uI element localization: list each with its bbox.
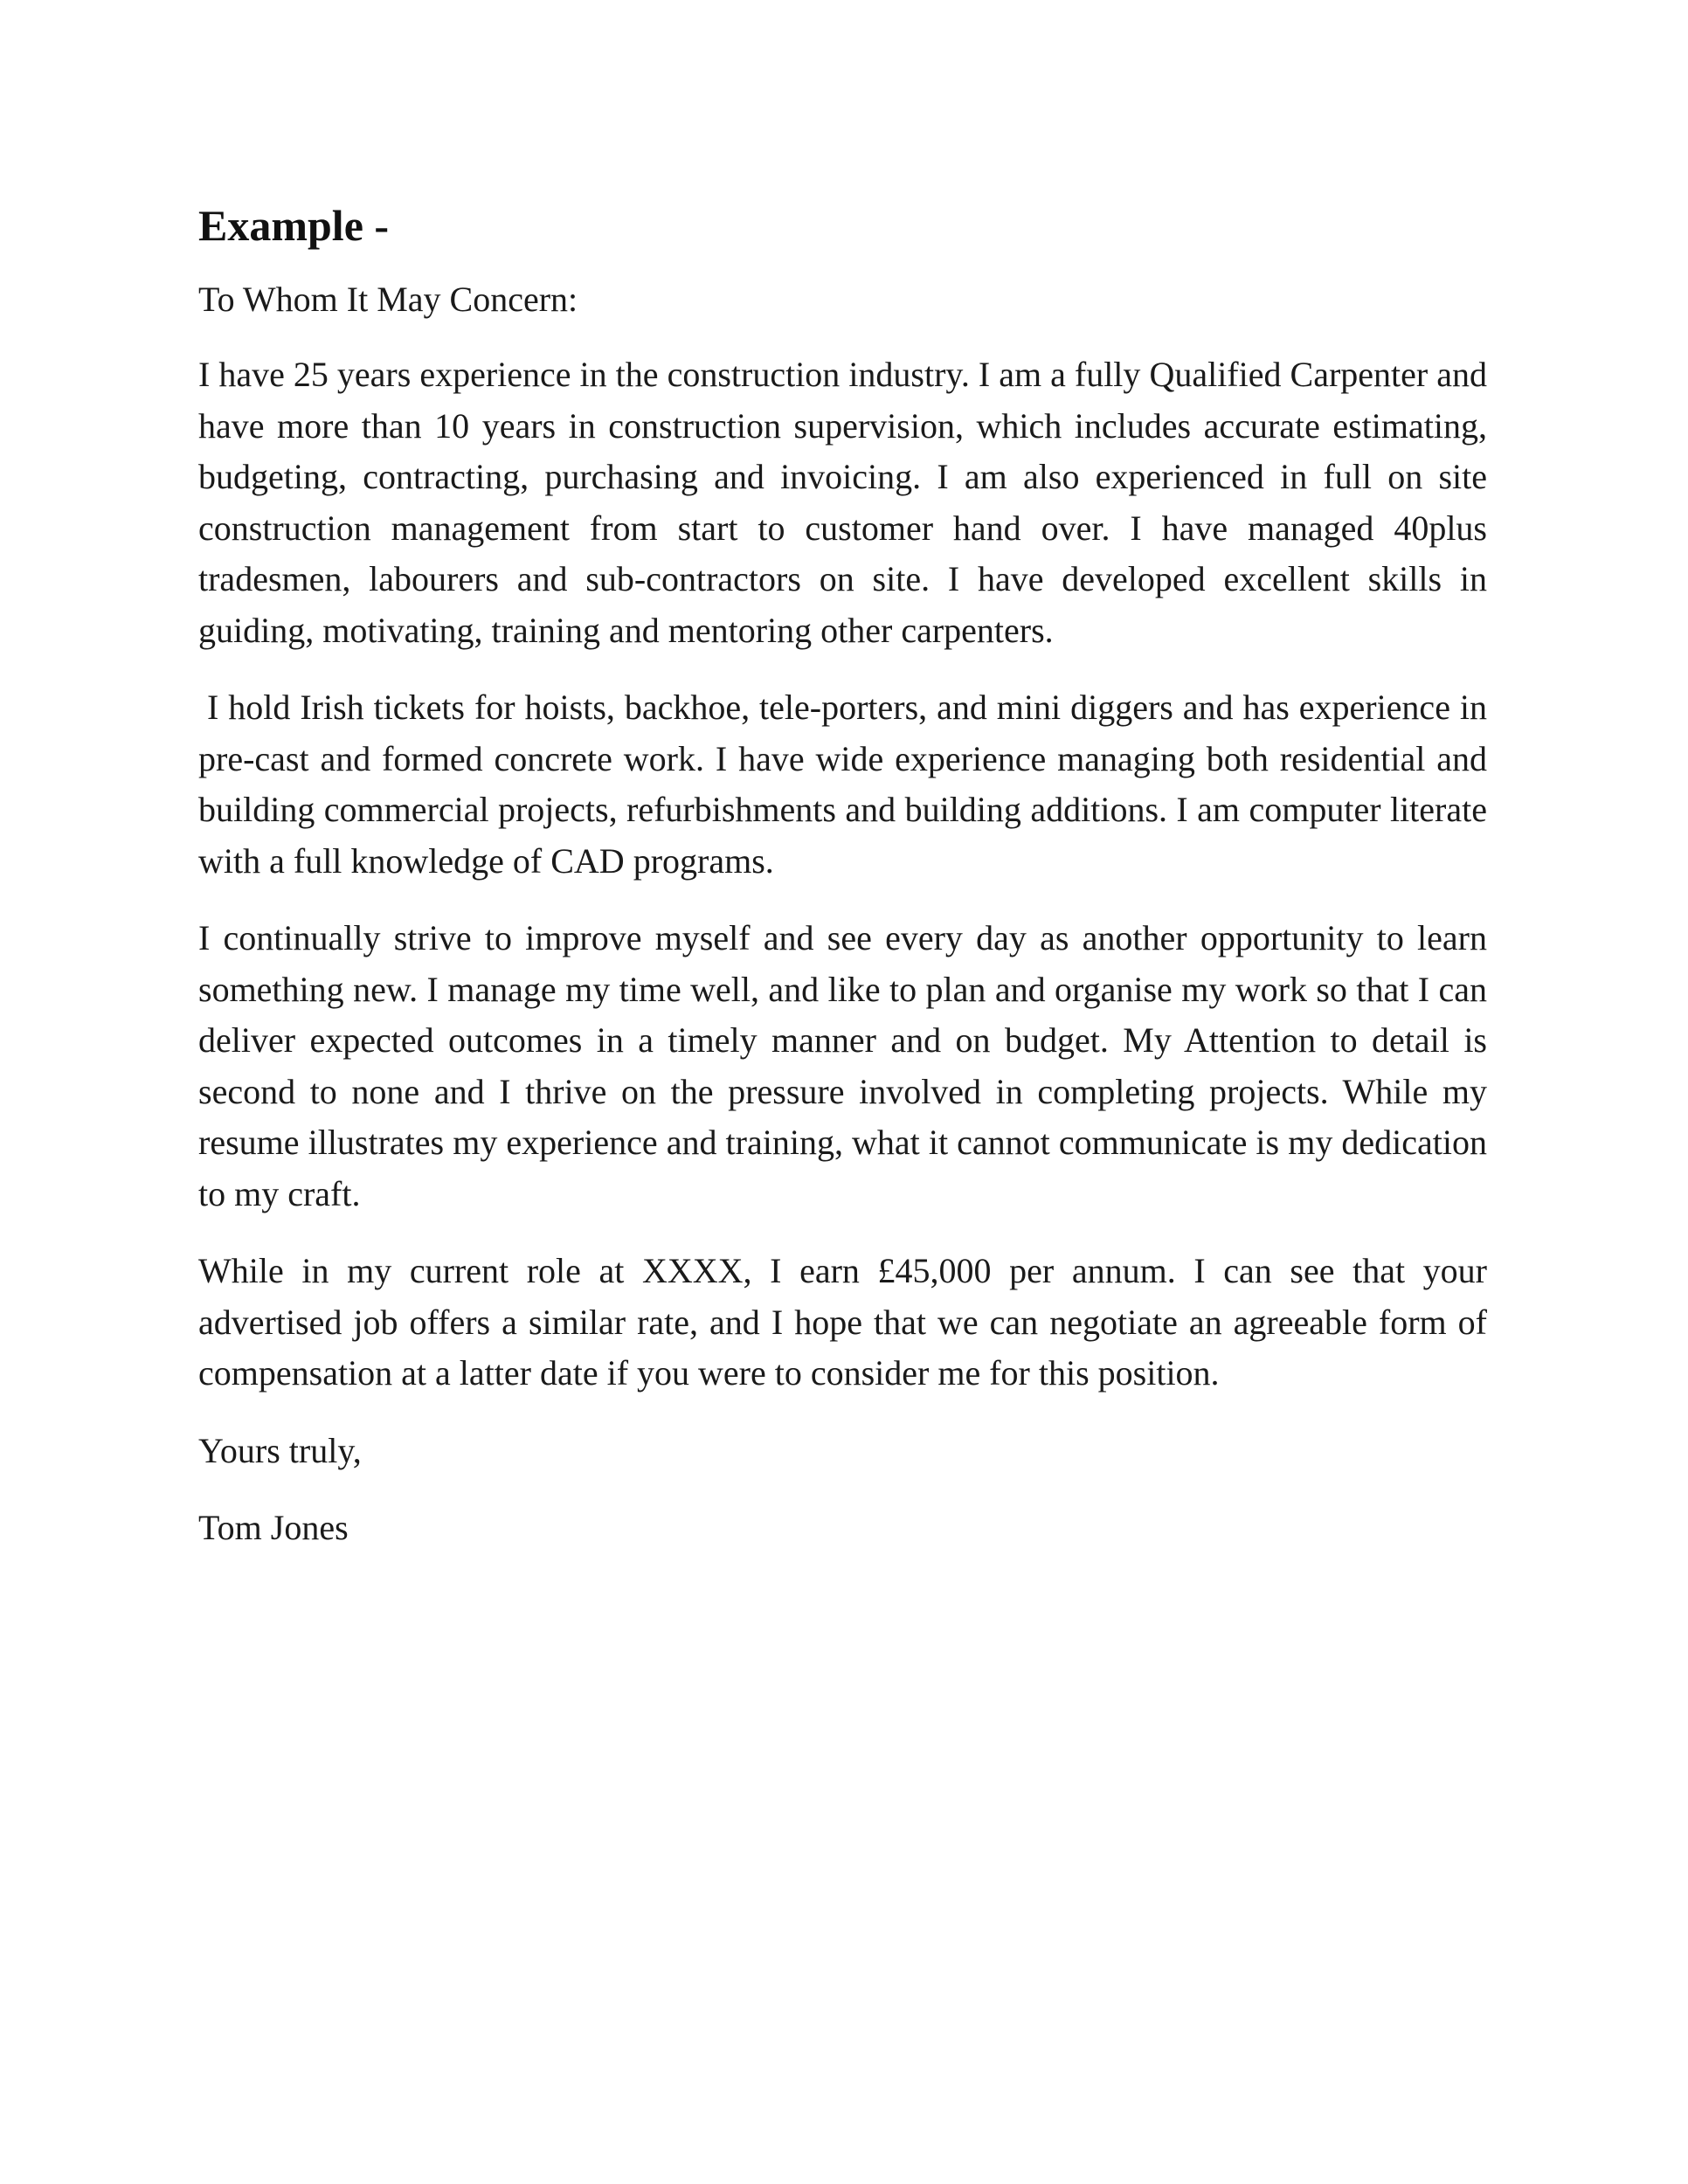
paragraph-experience: I have 25 years experience in the construction industry. I am a fully Qualified Carpenter and have more than 10 years in construction supervision, which includes accurate estimating, budgeting, contracting, purchasing and invoicing. I am also experienced in full on site construction management from start to customer hand over. I have managed 40plus tradesmen, labourers and sub-contractors on site. I have developed excellent skills in guiding, motivating, training and mentoring other carpenters. <box>198 355 1487 650</box>
signature: Tom Jones <box>198 1507 349 1547</box>
closing: Yours truly, <box>198 1430 362 1470</box>
document-heading: Example - <box>198 201 390 250</box>
paragraph-compensation: While in my current role at XXXX, I earn £45,000 per annum. I can see that your advertised job offers a similar rate, and I hope that we can negotiate an agreeable form of compensation at a latter date if you were to consider me for this position. <box>198 1251 1487 1393</box>
salutation: To Whom It May Concern: <box>198 280 578 319</box>
paragraph-self-improvement: I continually strive to improve myself and see every day as another opportunity to learn something new. I manage my time well, and like to plan and organise my work so that I can deliver expected outcomes in a timely manner and on budget. My Attention to detail is second to none and I thrive on the pressure involved in completing projects. While my resume illustrates my experience and training, what it cannot communicate is my dedication to my craft. <box>198 918 1487 1213</box>
paragraph-tickets: I hold Irish tickets for hoists, backhoe, tele-porters, and mini diggers and has experience in pre-cast and formed concrete work. I have wide experience managing both residential and building commercial projects, refurbishments and building additions. I am computer literate with a full knowledge of CAD programs. <box>198 688 1487 881</box>
letter-body <box>198 194 1487 1553</box>
